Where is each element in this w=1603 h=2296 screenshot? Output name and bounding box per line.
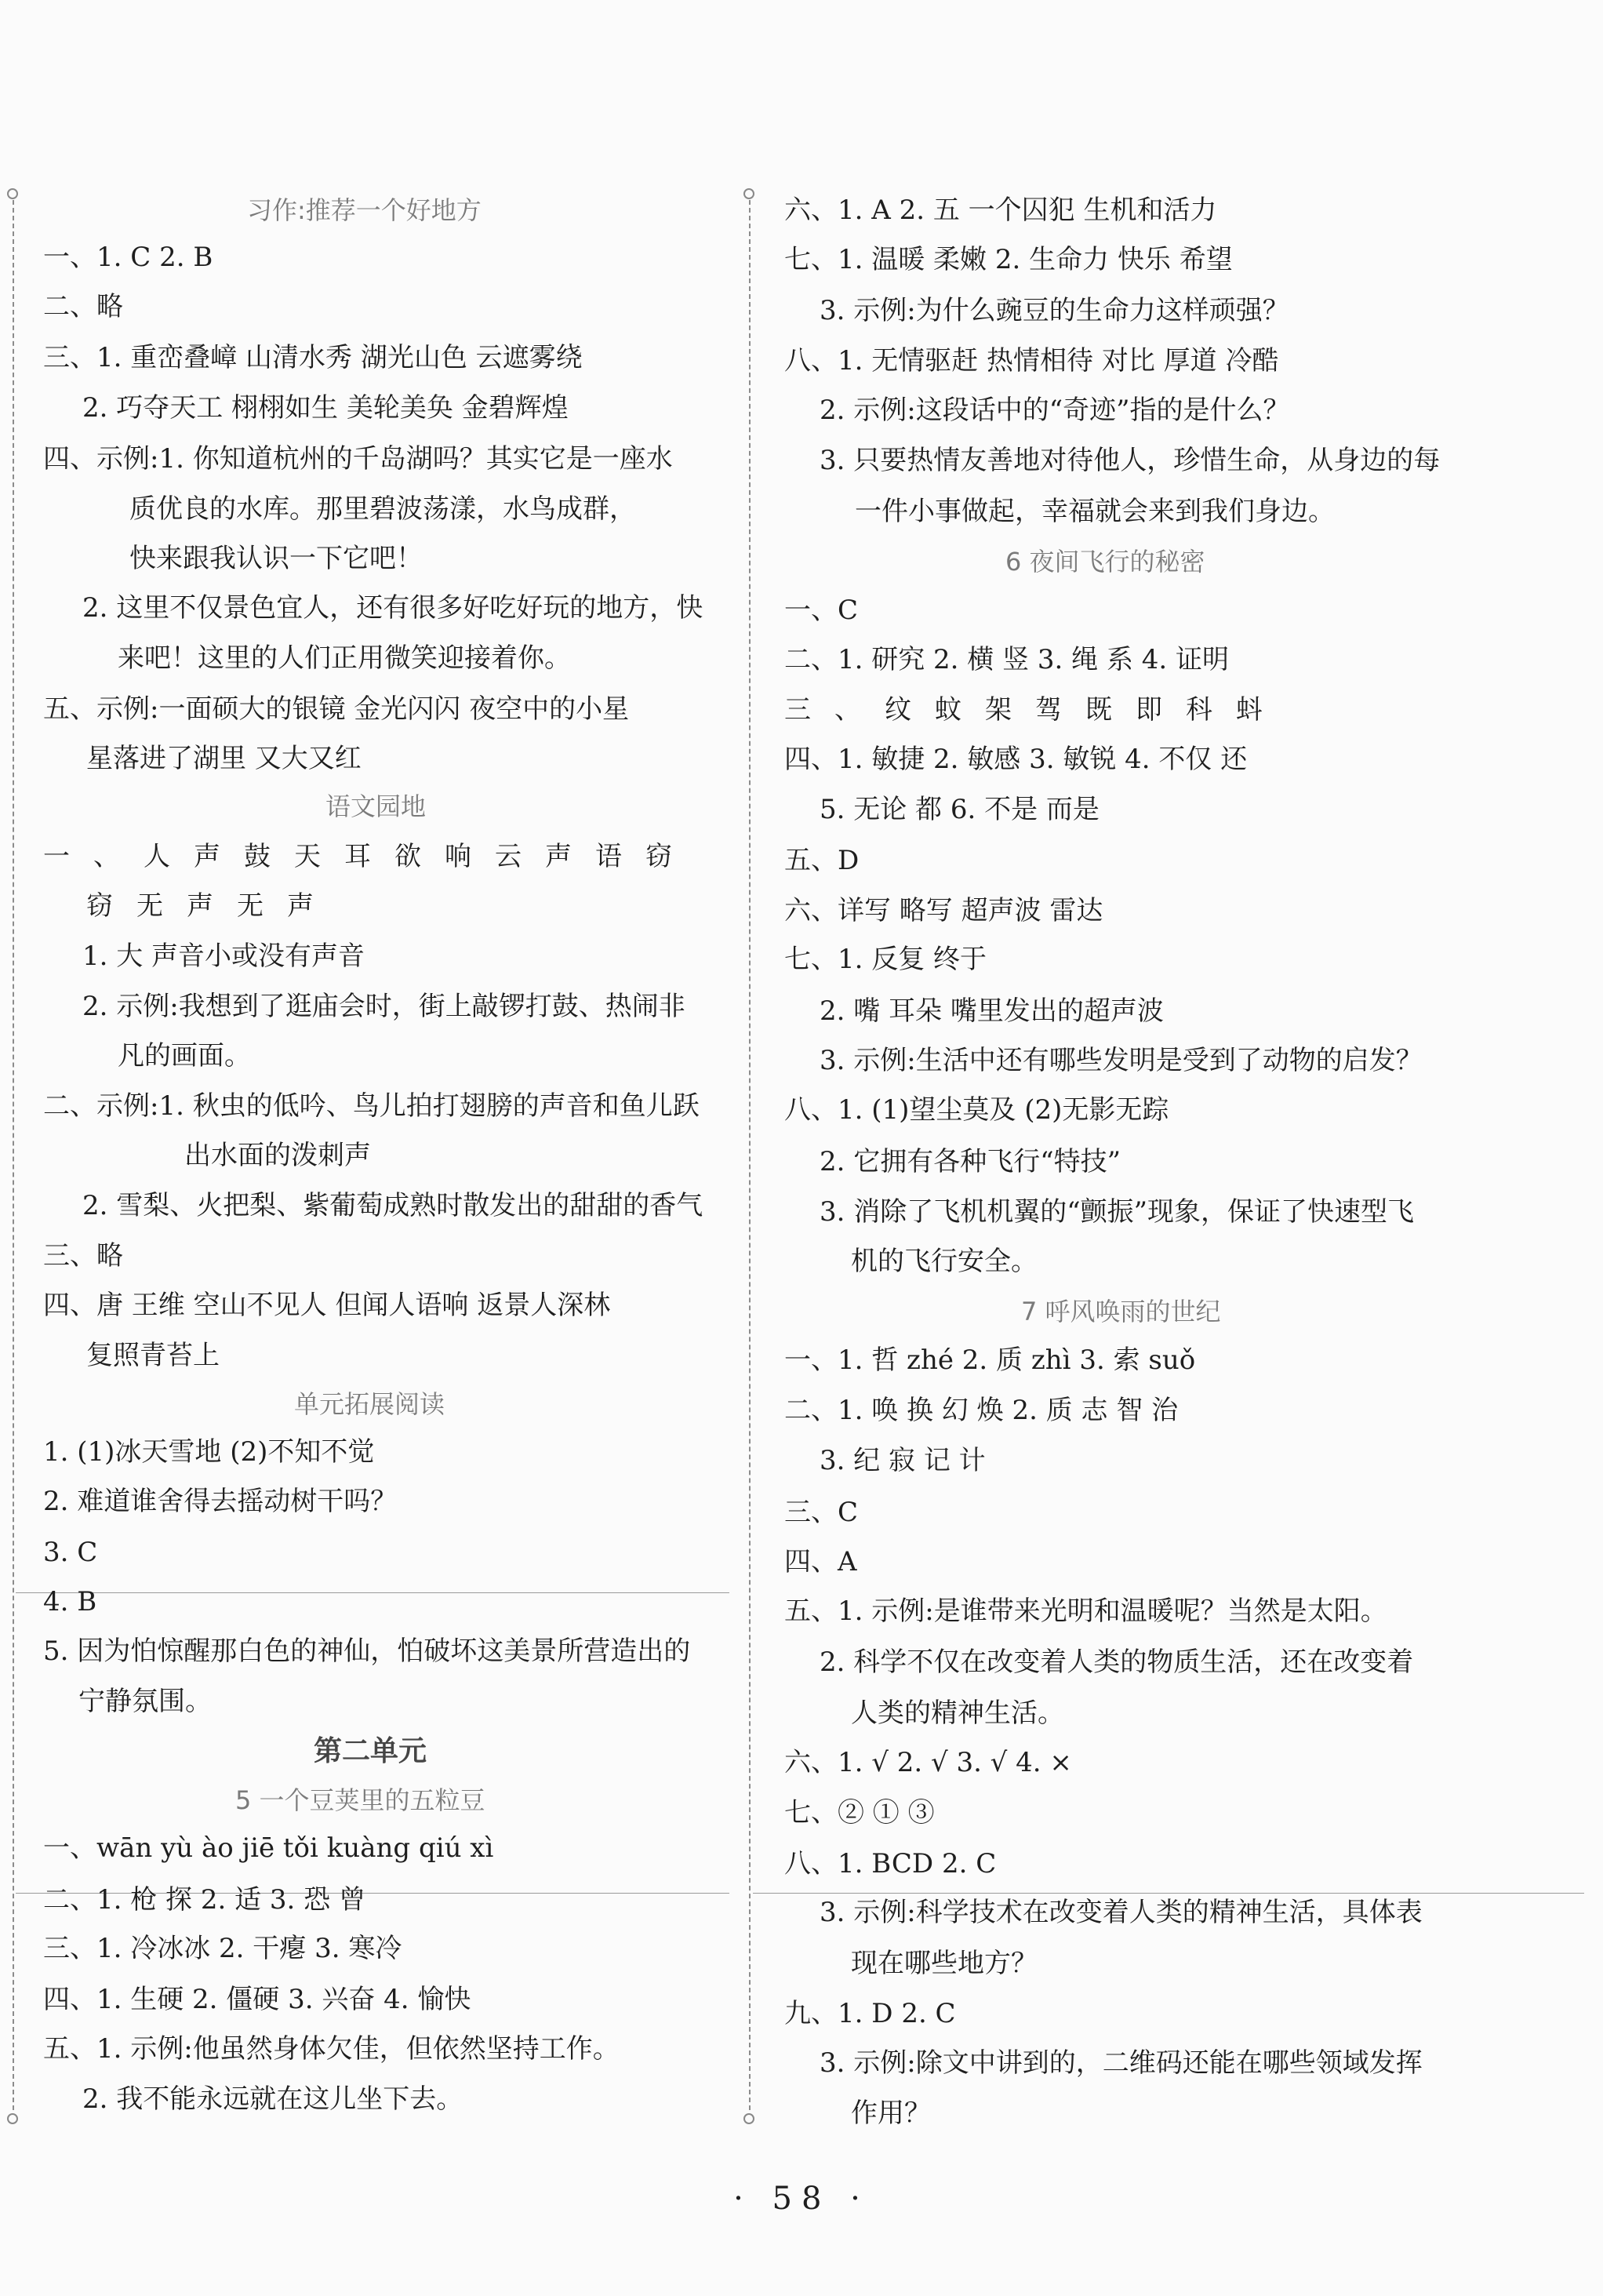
answer-line: 2. 我不能永远就在这儿坐下去。 [82,2083,463,2115]
answer-line: 2. 示例:我想到了逛庙会时，街上敲锣打鼓、热闹非 [82,991,685,1022]
section-heading: 语文园地 [325,791,427,821]
answer-line: 四、A [784,1546,857,1577]
answer-line: 八、1. BCD 2. C [784,1848,997,1879]
answer-line: 窃无声无声 [86,890,337,922]
answer-line: 六、详写 略写 超声波 雷达 [784,895,1103,926]
binding-ring-top-left [7,188,18,199]
section-heading: 5 一个豆荚里的五粒豆 [235,1785,485,1815]
answer-line: 1. (1)冰天雪地 (2)不知不觉 [43,1436,375,1468]
answer-line: 四、1. 生硬 2. 僵硬 3. 兴奋 4. 愉快 [43,1984,471,2015]
answer-line: 七、1. 反复 终于 [784,944,987,975]
answer-line: 三、纹蚊架驾既即科蚪 [784,694,1286,726]
answer-line: 2. 嘴 耳朵 嘴里发出的超声波 [820,995,1164,1027]
binding-ring-top-center [743,188,754,199]
answer-line: 4. B [43,1586,97,1617]
section-heading: 6 夜间飞行的秘密 [1005,547,1205,577]
answer-line: 3. 只要热情友善地对待他人，珍惜生命，从身边的每 [820,445,1441,476]
answer-line: 出水面的泼刺声 [184,1140,371,1171]
section-heading: 习作:推荐一个好地方 [247,195,482,225]
answer-line: 二、略 [43,291,123,322]
answer-line: 2. 它拥有各种飞行“特技” [820,1146,1121,1177]
answer-line: 3. 示例:为什么豌豆的生命力这样顽强？ [820,295,1289,326]
answer-line: 三、1. 重峦叠嶂 山清水秀 湖光山色 云遮雾绕 [43,342,583,373]
answer-line: 二、1. 唤 换 幻 焕 2. 质 志 智 治 [784,1395,1179,1426]
left-column-divider [13,192,14,2110]
answer-line: 五、1. 示例:是谁带来光明和温暖呢？当然是太阳。 [784,1596,1387,1627]
horizontal-rule-left [16,1592,729,1593]
answer-line: 三、1. 冷冰冰 2. 干瘪 3. 寒冷 [43,1933,402,1964]
answer-line: 人类的精神生活。 [851,1697,1064,1729]
answer-line: 三、略 [43,1240,123,1272]
answer-line: 凡的画面。 [118,1040,251,1072]
answer-line: 2. 难道谁舍得去摇动树干吗？ [43,1486,398,1517]
answer-line: 三、C [784,1497,859,1528]
page-number: · 58 · [733,2181,870,2217]
answer-line: 快来跟我认识一下它吧！ [129,543,423,574]
answer-line: 一件小事做起，幸福就会来到我们身边。 [855,496,1335,527]
answer-line: 五、D [784,845,860,876]
answer-line: 3. 纪 寂 记 计 [820,1445,986,1476]
answer-line: 1. 大 声音小或没有声音 [82,941,365,972]
answer-line: 来吧！这里的人们正用微笑迎接着你。 [118,642,571,674]
answer-line: 四、示例:1. 你知道杭州的千岛湖吗？其实它是一座水 [43,443,673,475]
horizontal-rule-right [753,1893,1584,1894]
answer-line: 一、人声鼓天耳欲响云声语窃 [43,841,696,872]
answer-line: 五、1. 示例:他虽然身体欠佳，但依然坚持工作。 [43,2033,620,2065]
answer-line: 八、1. 无情驱赶 热情相待 对比 厚道 冷酷 [784,345,1279,377]
section-heading: 单元拓展阅读 [294,1389,445,1419]
answer-line: 作用？ [851,2098,931,2129]
answer-line: 质优良的水库。那里碧波荡漾，水鸟成群， [129,493,636,525]
answer-line: 2. 巧夺天工 栩栩如生 美轮美奂 金碧辉煌 [82,392,569,424]
center-column-divider [749,192,751,2110]
answer-line: 一、1. C 2. B [43,242,213,273]
answer-line: 二、1. 研究 2. 横 竖 3. 绳 系 4. 证明 [784,644,1230,675]
answer-line: 五、示例:一面硕大的银镜 金光闪闪 夜空中的小星 [43,693,630,725]
answer-line: 四、1. 敏捷 2. 敏感 3. 敏锐 4. 不仅 还 [784,744,1248,775]
binding-ring-bottom-center [743,2113,754,2124]
answer-line: 2. 雪梨、火把梨、紫葡萄成熟时散发出的甜甜的香气 [82,1190,703,1221]
answer-line: 宁静氛围。 [78,1686,212,1717]
answer-line: 2. 示例:这段话中的“奇迹”指的是什么？ [820,395,1290,426]
answer-line: 复照青苔上 [86,1340,220,1371]
answer-line: 一、1. 哲 zhé 2. 质 zhì 3. 索 suǒ [784,1344,1196,1376]
answer-line: 3. 消除了飞机机翼的“颤振”现象，保证了快速型飞 [820,1196,1415,1228]
answer-line: 2. 科学不仅在改变着人类的物质生活，还在改变着 [820,1646,1414,1678]
answer-line: 八、1. (1)望尘莫及 (2)无影无踪 [784,1094,1169,1126]
answer-line: 一、wān yù ào jiē tǒi kuàng qiú xì [43,1832,494,1864]
answer-line: 四、唐 王维 空山不见人 但闻人语响 返景人深林 [43,1290,611,1321]
answer-line: 3. 示例:除文中讲到的，二维码还能在哪些领域发挥 [820,2047,1423,2079]
answer-line: 5. 因为怕惊醒那白色的神仙，怕破坏这美景所营造出的 [43,1636,691,1667]
answer-line: 七、② ① ③ [784,1797,935,1828]
binding-ring-bottom-left [7,2113,18,2124]
answer-line: 3. C [43,1537,98,1568]
answer-line: 二、示例:1. 秋虫的低吟、鸟儿拍打翅膀的声音和鱼儿跃 [43,1090,700,1122]
answer-line: 二、1. 枪 探 2. 适 3. 恐 曾 [43,1884,365,1916]
answer-line: 七、1. 温暖 柔嫩 2. 生命力 快乐 希望 [784,244,1233,275]
answer-line: 现在哪些地方？ [851,1948,1038,1979]
answer-line: 5. 无论 都 6. 不是 而是 [820,794,1100,825]
answer-line: 九、1. D 2. C [784,1998,956,2029]
answer-line: 2. 这里不仅景色宜人，还有很多好吃好玩的地方，快 [82,592,703,624]
answer-line: 一、C [784,595,859,626]
section-heading: 第二单元 [314,1735,427,1767]
answer-line: 六、1. √ 2. √ 3. √ 4. × [784,1747,1072,1778]
answer-line: 机的飞行安全。 [851,1246,1038,1277]
answer-line: 星落进了湖里 又大又红 [86,743,362,774]
answer-line: 六、1. A 2. 五 一个囚犯 生机和活力 [784,195,1217,226]
answer-line: 3. 示例:生活中还有哪些发明是受到了动物的启发？ [820,1045,1423,1076]
section-heading: 7 呼风唤雨的世纪 [1021,1297,1221,1326]
answer-line: 3. 示例:科学技术在改变着人类的精神生活，具体表 [820,1897,1423,1928]
